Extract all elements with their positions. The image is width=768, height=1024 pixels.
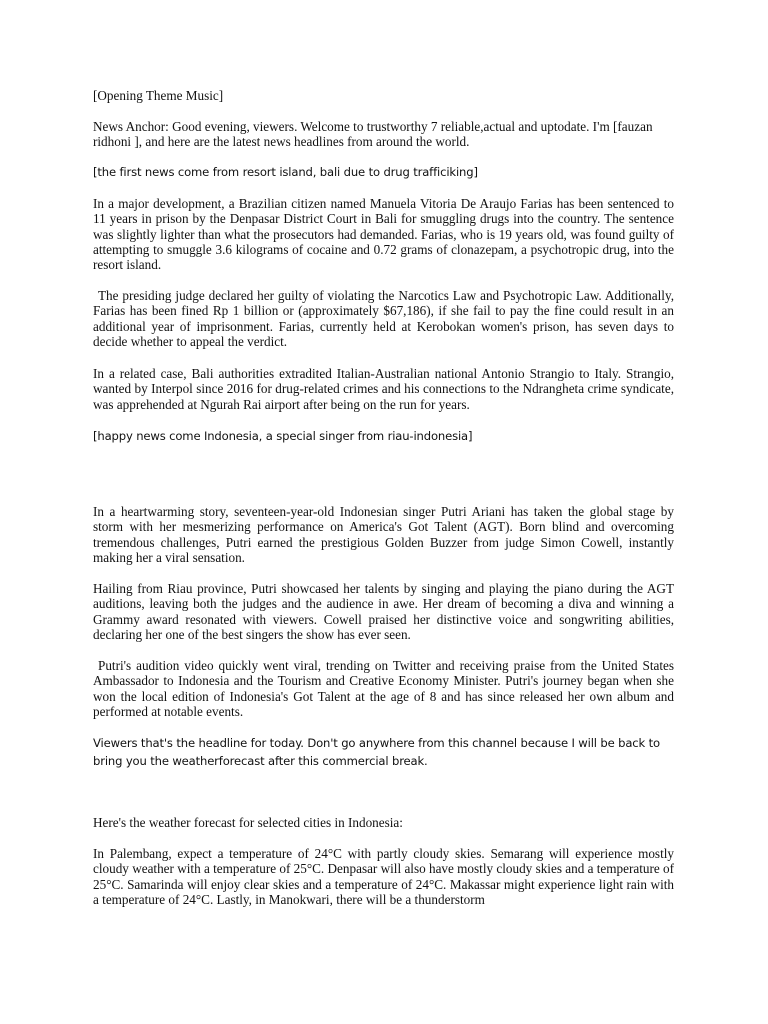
segment-bali-header: [the first news come from resort island, bali due to drug trafficiking]	[93, 165, 478, 179]
segment-riau-header: [happy news come Indonesia, a special singer from riau-indonesia]	[93, 429, 473, 443]
opening-cue: [Opening Theme Music]	[93, 88, 224, 103]
bali-story-paragraph-1: In a major development, a Brazilian citizen named Manuela Vitoria De Araujo Farias has been sentenced to 11 years in prison by the Denpasar District Court in Bali for smuggling drugs into the country. The sentence was slightly lighter than what the prosecutors had demanded. Farias, who is 19 years old, was found guilty of attempting to smuggle 3.6 kilograms of cocaine and 0.72 grams of clonazepam, a psychotropic drug, into the resort island.	[93, 196, 674, 273]
putri-story-paragraph-1: In a heartwarming story, seventeen-year-old Indonesian singer Putri Ariani has taken the global stage by storm with her mesmerizing performance on America's Got Talent (AGT). Born blind and overcoming tremendous challenges, Putri earned the prestigious Golden Buzzer from judge Simon Cowell, instantly making her a viral sensation.	[93, 504, 674, 565]
weather-details-paragraph: In Palembang, expect a temperature of 24°C with partly cloudy skies. Semarang will experience mostly cloudy weather with a temperature of 25°C. Denpasar will also have mostly cloudy skies and a temperature of 25°C. Samarinda will enjoy clear skies and a temperature of 24°C. Makassar might experience light rain with a temperature of 24°C. Lastly, in Manokwari, there will be a thunderstorm	[93, 846, 674, 907]
bali-story-paragraph-3: In a related case, Bali authorities extradited Italian-Australian national Antonio Strangio to Italy. Strangio, wanted by Interpol since 2016 for drug-related crimes and his connections to the Ndrangheta crime syndicate, was apprehended at Ngurah Rai airport after being on the run for years.	[93, 366, 674, 412]
putri-story-paragraph-2: Hailing from Riau province, Putri showcased her talents by singing and playing the piano during the AGT auditions, leaving both the judges and the audience in awe. Her dream of becoming a diva and winning a Grammy award resonated with viewers. Cowell praised her distinctive voice and songwriting abilities, declaring her one of the best singers the show has ever seen.	[93, 581, 674, 642]
weather-intro: Here's the weather forecast for selected cities in Indonesia:	[93, 815, 403, 830]
putri-story-paragraph-3: Putri's audition video quickly went viral, trending on Twitter and receiving praise from the United States Ambassador to Indonesia and the Tourism and Creative Economy Minister. Putri's journey began when she won the local edition of Indonesia's Got Talent at the age of 8 and has since released her own album and performed at notable events.	[93, 658, 674, 719]
bali-story-paragraph-2: The presiding judge declared her guilty of violating the Narcotics Law and Psychotropic Law. Additionally, Farias has been fined Rp 1 billion or (approximately $67,186), if she fail to pay the fine could result in an additional year of imprisonment. Farias, currently held at Kerobokan women's prison, has seven days to decide whether to appeal the verdict.	[93, 288, 674, 349]
closing-remark-paragraph: Viewers that's the headline for today. Don't go anywhere from this channel because I will be back to bring you the weatherforecast after this commercial break.	[93, 736, 660, 768]
anchor-intro-paragraph: News Anchor: Good evening, viewers. Welcome to trustworthy 7 reliable,actual and uptodate. I'm [fauzan ridhoni ], and here are the latest news headlines from around the world.	[93, 119, 653, 150]
